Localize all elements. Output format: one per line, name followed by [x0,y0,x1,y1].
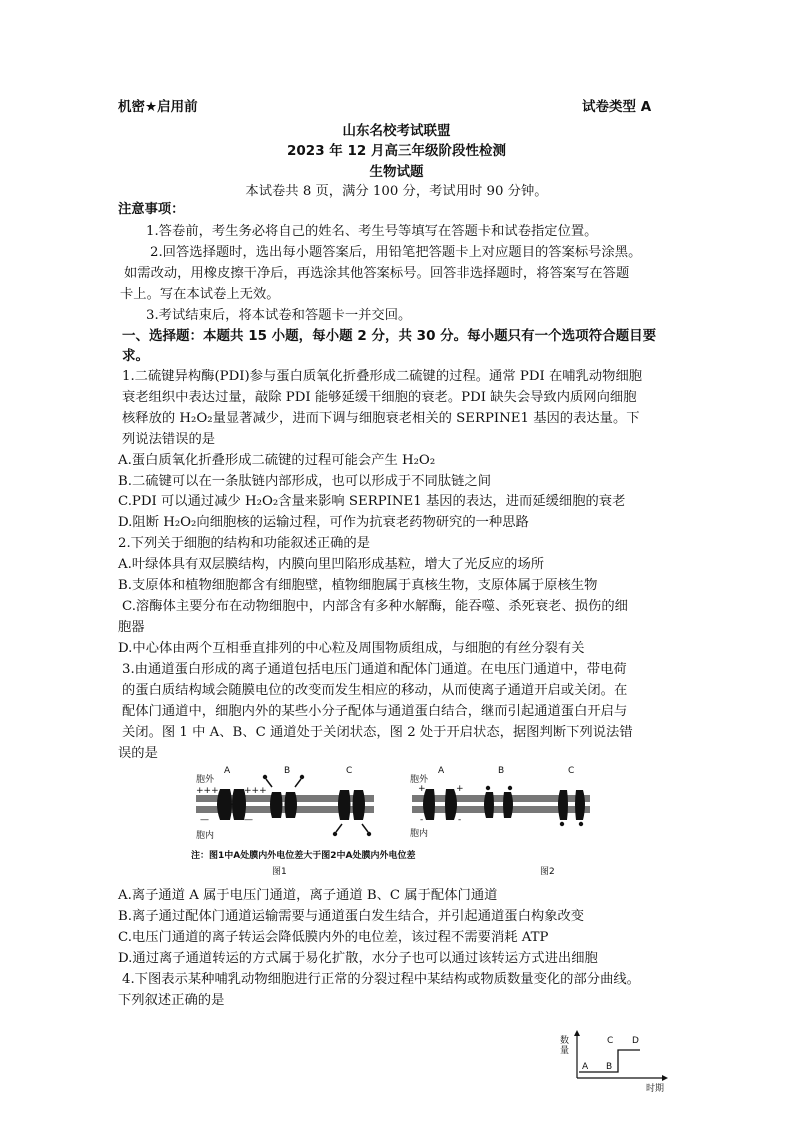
q3-stem: 的蛋白质结构域会随膜电位的改变而发生相应的移动，从而使离子通道开启或关闭。在 [122,683,628,698]
q1-option-a: A.蛋白质氧化折叠形成二硫键的过程可能会产生 H₂O₂ [118,453,436,468]
fig1-minus-right: — [244,815,253,825]
notice-line: 2.回答选择题时，选出每小题答案后，用铅笔把答题卡上对应题目的答案标号涂黑。 [150,245,642,260]
q1-stem: 衰老组织中表达过量，敲除 PDI 能够延缓干细胞的衰老。PDI 缺失会导致内质网向细胞 [122,390,637,405]
q1-stem: 核释放的 H₂O₂量显著减少，进而下调与细胞衰老相关的 SERPINE1 基因的表达量。下 [122,411,640,426]
notice-line: 如需改动，用橡皮擦干净后，再选涂其他答案标号。回答非选择题时，将答案写在答题 [124,266,630,281]
fig1-minus-left: — [200,815,209,825]
q3-option-c: C.电压门通道的离子转运会降低膜内外的电位差，该过程不需要消耗 ATP [118,930,549,945]
section-title-cont: 求。 [122,348,149,364]
q3-stem: 关闭。图 1 中 A、B、C 通道处于关闭状态，图 2 处于开启状态，据图判断下列说法错 [122,725,633,740]
q4-point-b: B [606,1062,613,1072]
fig2-plus-left: + [418,784,426,794]
q1-option-b: B.二硫键可以在一条肽链内部形成，也可以形成于不同肽链之间 [118,474,492,489]
q4-x-label: 时期 [646,1084,665,1094]
q2-option-c: C.溶酶体主要分布在动物细胞中，内部含有多种水解酶，能吞噬、杀死衰老、损伤的细 [122,599,628,614]
confidential-label: 机密★启用前 [118,99,198,115]
exam-title: 2023 年 12 月高三年级阶段性检测 [287,143,506,159]
figure1-caption: 图1 [272,867,287,877]
figure-note: 注：图1中A处膜内外电位差大于图2中A处膜内外电位差 [191,851,416,861]
fig1-inside-label: 胞内 [196,831,215,841]
fig2-plus-right: + [456,784,464,794]
fig2-minus-left: - [420,815,424,825]
q2-stem: 2.下列关于细胞的结构和功能叙述正确的是 [118,536,371,551]
fig2-minus-right: - [458,815,462,825]
q1-stem: 1.二硫键异构酶(PDI)参与蛋白质氧化折叠形成二硫键的过程。通常 PDI 在哺乳动物细胞 [122,369,643,384]
fig1-plus-left: +++ [196,786,219,796]
notice-line: 3.考试结束后，将本试卷和答题卡一并交回。 [146,308,412,323]
q3-stem: 误的是 [118,746,158,761]
q3-stem: 3.由通道蛋白形成的离子通道包括电压门通道和配体门通道。在电压门通道中，带电荷 [122,662,627,677]
q1-stem: 列说法错误的是 [122,432,216,447]
fig1-label-a: A [224,766,231,776]
q2-option-b: B.支原体和植物细胞都含有细胞壁，植物细胞属于真核生物，支原体属于原核生物 [118,578,598,593]
paper-type-label: 试卷类型 A [582,99,652,115]
q2-option-d: D.中心体由两个互相垂直排列的中心粒及周围物质组成，与细胞的有丝分裂有关 [118,641,585,656]
exam-org: 山东名校考试联盟 [342,123,451,139]
q4-point-c: C [607,1036,614,1046]
q2-option-c-cont: 胞器 [118,620,145,635]
q2-option-a: A.叶绿体具有双层膜结构，内膜向里凹陷形成基粒，增大了光反应的场所 [118,557,545,572]
q3-option-d: D.通过离子通道转运的方式属于易化扩散，水分子也可以通过该转运方式进出细胞 [118,951,598,966]
fig2-label-c: C [568,766,575,776]
fig1-outside-label: 胞外 [196,775,215,785]
q1-option-c: C.PDI 可以通过减少 H₂O₂含量来影响 SERPINE1 基因的表达，进而延缓细胞的衰老 [118,494,626,509]
fig2-label-a: A [438,766,445,776]
fig1-plus-right: +++ [244,786,267,796]
figure1-channel-a [217,789,246,820]
q4-point-a: A [582,1062,589,1072]
subject-title: 生物试题 [369,164,424,180]
notice-line: 1.答卷前，考生务必将自己的姓名、考生号等填写在答题卡和试卷指定位置。 [146,224,598,239]
fig2-inside-label: 胞内 [410,829,429,839]
q1-option-d: D.阻断 H₂O₂向细胞核的运输过程，可作为抗衰老药物研究的一种思路 [118,515,529,530]
section-title: 一、选择题：本题共 15 小题，每小题 2 分，共 30 分。每小题只有一个选项符合题目要 [122,328,657,344]
q4-point-d: D [632,1036,639,1046]
q4-stem: 4.下图表示某种哺乳动物细胞进行正常的分裂过程中某结构或物质数量变化的部分曲线。 [122,972,640,987]
q3-stem: 配体门通道中，细胞内外的某些小分子配体与通道蛋白结合，继而引起通道蛋白开启与 [122,704,628,719]
fig2-outside-label: 胞外 [410,775,429,785]
q3-option-b: B.离子通过配体门通道运输需要与通道蛋白发生结合，并引起通道蛋白构象改变 [118,909,585,924]
q4-stem: 下列叙述正确的是 [118,993,225,1008]
notice-title: 注意事项： [118,202,185,217]
fig1-label-b: B [284,766,291,776]
figure2-caption: 图2 [540,867,555,877]
q3-option-a: A.离子通道 A 属于电压门通道，离子通道 B、C 属于配体门通道 [118,888,498,903]
fig1-label-c: C [346,766,353,776]
fig2-label-b: B [498,766,505,776]
notice-line: 卡上。写在本试卷上无效。 [120,287,280,302]
exam-info: 本试卷共 8 页，满分 100 分，考试用时 90 分钟。 [245,184,548,199]
q4-y-label: 数量 [560,1036,570,1056]
